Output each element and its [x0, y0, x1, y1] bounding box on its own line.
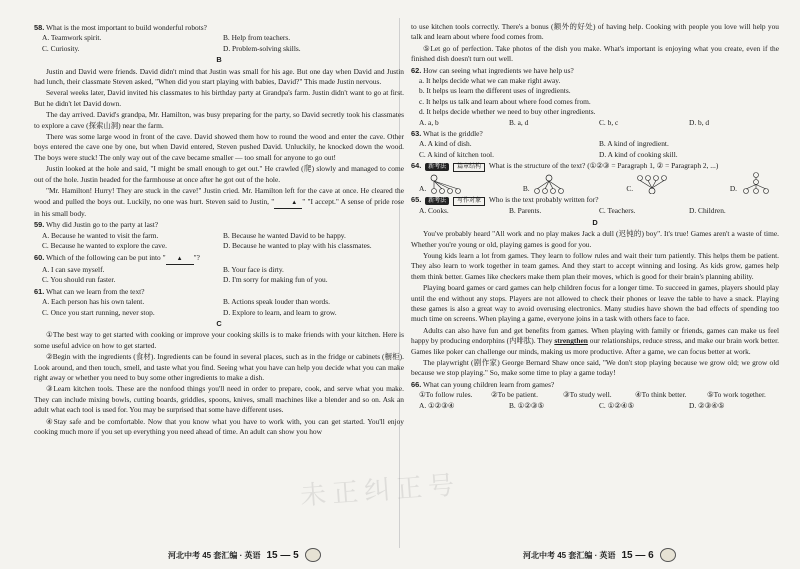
topic-tag: 篇章结构 [453, 163, 485, 172]
option-c: C. Once you start running, never stop. [42, 307, 155, 317]
structure-option-b [523, 174, 566, 194]
question-number: 65. [411, 195, 422, 205]
passage-b-paragraph: There was some large wood in front of the cave. David showed them how to round the wood and enter the cave. Other boys entered the cave one by one, but when David entered, Steven pushed David. Unluckily, he knocked down the wood. The boys were stuck! The only way out of the cave became smaller — too small for anyone to go out! [34, 132, 404, 162]
options [411, 118, 779, 128]
section-d-heading: D [592, 217, 598, 227]
question-59 [34, 220, 404, 251]
paragraph-text: our relationships, reduce stress, and make our brain work better. Games like poker can challenge our minds, making us more productive. After a game, we can focus better at work. [411, 336, 779, 356]
option-a: A. ①②③④ [419, 400, 455, 410]
passage-c-paragraph: ②Begin with the ingredients (食材). Ingredients can be found in several places, such as in the fridge or cabinets (橱柜). Look around, and then touch, smell, and taste what you find. Seeing what you have can help you decide what you can make right away or whether you need to buy some other ingredients to make a dish. [34, 352, 404, 382]
new-method-tag: 新考法 [425, 163, 449, 171]
option-d: D. ②③④⑤ [689, 400, 725, 410]
item: ④To think better. [635, 390, 687, 400]
option-a: A. Because he wanted to visit the farm. [42, 230, 159, 240]
option-b: B. Your face is dirty. [223, 264, 284, 274]
footer-title: 河北中考 45 套汇编 · 英语 [168, 550, 261, 560]
passage-c-paragraph-5: ⑤Let go of perfection. Take photos of the dish you make. What's important is enjoying what you create, even if the finished dish doesn't turn out well. [411, 43, 779, 64]
passage-b-paragraph: Justin and David were friends. David didn't mind that Justin was small for his age. But one day when David and Justin had lunch, their classmate Steven asked, "When did you start playing with babies, David?" This made Justin nervous. [34, 66, 404, 87]
option-a: A. a, b [419, 117, 439, 127]
publisher-logo-icon [305, 548, 321, 562]
structure-diagram-c [635, 174, 669, 194]
option-d: D. I'm sorry for making fun of you. [223, 275, 328, 285]
options [34, 231, 404, 252]
option-a: A. A kind of dish. [419, 139, 472, 149]
passage-d-paragraph-5: The playwright (剧作家) George Bernard Shaw once said, "We don't stop playing because we grow old; we grow old because we stop playing." So, make some time to play a game today! [411, 357, 779, 378]
question-63 [411, 129, 779, 160]
passage-b-paragraph: Several weeks later, David invited his classmates to his birthday party at Grandpa's farm. Justin didn't want to go at first. But he didn't let David down. [34, 88, 404, 108]
new-method-tag: 新考法 [425, 197, 449, 205]
option-c: C. Curiosity. [42, 43, 80, 53]
item: ②To be patient. [491, 390, 538, 400]
structure-diagram-a [428, 174, 462, 194]
structure-option-c [626, 174, 669, 194]
question-66 [411, 380, 779, 411]
statement-d: d. It helps decide whether we need to buy other ingredients. [419, 107, 596, 117]
question-text: What is the most important to build wonderful robots? [46, 23, 207, 32]
options [411, 139, 779, 160]
footer-title: 河北中考 45 套汇编 · 英语 [523, 550, 616, 560]
option-c: C. b, c [599, 117, 619, 127]
option-c: C. A kind of kitchen tool. [419, 149, 494, 159]
passage-d-paragraph: You've probably heard "All work and no play makes Jack a dull (迟钝的) boy". It's true! Games aren't a waste of time. Whether you're young or old, playing games is good for you. [411, 229, 779, 249]
question-62 [411, 66, 779, 128]
question-number: 62. [411, 65, 422, 75]
statements [411, 76, 779, 118]
question-text: How can seeing what ingredients we have help us? [423, 65, 574, 75]
page-number: 15 — 5 [266, 549, 299, 561]
option-b: B. Parents. [509, 206, 542, 216]
question-text: Why did Justin go to the party at last? [46, 220, 159, 230]
option-b: B. a, d [509, 117, 529, 127]
passage-d-paragraph-4 [411, 326, 779, 357]
option-c: C. ①②④⑤ [599, 400, 635, 410]
structure-diagram-b [532, 174, 566, 194]
question-61 [34, 287, 404, 318]
option-a: A. Teamwork spirit. [42, 33, 102, 43]
paragraph-text: Adults can also have fun and get benefits from games. When playing with family or friends, games can make us feel happy by producing endorphins (内啡肽). They [411, 325, 779, 346]
options [411, 401, 779, 411]
passage-d-paragraph: Young kids learn a lot from games. They learn to follow rules and wait their turn patiently. This helps them be patient. They also learn to work together in team games. And they start to accept winning and losing. As kids grow, games help them think better. Games like checkers make them plan their moves, which is good for their brain's planning ability. [411, 250, 779, 281]
item: ③To study well. [563, 390, 612, 400]
question-text-end: "? [193, 252, 200, 262]
option-b: B. Because he wanted David to be happy. [223, 230, 346, 240]
structure-options [411, 172, 779, 194]
option-a: A. Each person has his own talent. [42, 297, 145, 307]
question-64 [411, 161, 779, 194]
statement-a: a. It helps decide what we can make right away. [419, 76, 561, 86]
option-d: D. A kind of cooking skill. [599, 149, 678, 159]
question-number: 60. [34, 252, 45, 262]
question-text: What can we learn from the text? [46, 286, 145, 296]
statement-c: c. It helps us talk and learn about where food comes from. [419, 96, 591, 106]
question-60 [34, 253, 404, 286]
answer-blank: ▲ [274, 198, 302, 209]
option-c: C. Because he wanted to explore the cave. [42, 241, 167, 251]
item: ①To follow rules. [419, 390, 473, 400]
option-c: C. You should run faster. [42, 275, 116, 285]
option-b: B. A kind of ingredient. [599, 139, 669, 149]
footer-right [523, 547, 676, 563]
question-number: 63. [411, 129, 422, 139]
structure-diagram-d [739, 172, 773, 194]
option-a: A. Cooks. [419, 206, 449, 216]
question-text: What is the griddle? [423, 129, 483, 139]
question-number: 64. [411, 161, 422, 171]
publisher-logo-icon [660, 548, 676, 562]
section-c-heading: C [216, 318, 222, 328]
structure-option-a [419, 174, 462, 194]
option-b: B. Help from teachers. [223, 33, 291, 43]
passage-b-paragraph-text: "Mr. Hamilton! Hurry! They are stuck in the cave!" Justin cried. Mr. Hamilton left for the cave at once. He cleared the wood and pulled the boys out. Luckily, no one was hurt. Steven said to Justin, [34, 186, 404, 206]
passage-b-paragraph: The day arrived. David's grandpa, Mr. Hamilton, was busy preparing for the party, so David secretly took his classmates to explore a cave (探索山洞) near the farm. [34, 110, 404, 130]
items [411, 390, 779, 400]
option-d: D. Problem-solving skills. [223, 43, 301, 53]
emphasized-word: strengthen [554, 336, 588, 346]
statement-b: b. It helps us learn the different uses of ingredients. [419, 86, 571, 96]
option-d: D. Explore to learn, and learn to grow. [223, 307, 337, 317]
question-58 [34, 23, 404, 54]
footer-left [168, 547, 321, 563]
passage-b-tail: " "I accept." A sense of pride rose in his small body. [34, 196, 404, 218]
options [34, 265, 404, 286]
option-b: B. Actions speak louder than words. [223, 297, 330, 307]
passage-b-paragraph: "Mr. Hamilton! Hurry! They are stuck in the cave!" Justin cried. Mr. Hamilton left for the cave at once. He cleared the wood and pulled the boys out. Luckily, no one was hurt. Steven said to Justin, " ▲ " "I accept." A sense of pride rose in his small body. [34, 186, 404, 218]
question-number: 66. [411, 379, 422, 389]
passage-c-paragraph: ①The best way to get started with cooking or improve your cooking skills is to make friends with your kitchen. Here is some useful advice on how to get started. [34, 330, 404, 350]
topic-tag: 写作对象 [453, 197, 485, 206]
option-d: D. Children. [689, 206, 726, 216]
option-d: D. Because he wanted to play with his classmates. [223, 241, 372, 251]
question-text: Which of the following can be put into " [46, 252, 166, 262]
passage-c-paragraph: ④Stay safe and be comfortable. Now that you know what you have to work with, you can get started. You'll enjoy cooking much more if you set up everything you need ahead of time. An adult can show you how [34, 416, 404, 437]
passage-c-paragraph: ③Learn kitchen tools. These are the nonfood things you'll need in order to prepare, cook, and serve what you make. They can include mixing bowls, cutting boards, griddles, spoons, knives, small machines like a blender and so on. Ask an adult what each tool is used for. You may be surprised that some have different uses. [34, 384, 404, 415]
page-number: 15 — 6 [621, 549, 654, 561]
options [411, 206, 779, 216]
answer-blank: ▲ [166, 254, 194, 265]
question-text: What is the structure of the text? (①②③ = Paragraph 1, ② = Paragraph 2, ...) [488, 161, 719, 171]
question-number: 59. [34, 220, 45, 230]
passage-b-paragraph: Justin looked at the hole and said, "I might be small enough to get out." He crawled (爬) slowly and managed to come out of the hole. Justin headed for the farmhouse at once after he got out of the hole. [34, 164, 404, 184]
item: ⑤To work together. [707, 390, 766, 400]
question-text: Who is the text probably written for? [488, 195, 599, 205]
question-number: 58. [34, 23, 45, 32]
question-number: 61. [34, 286, 45, 296]
option-d: D. b, d [689, 117, 710, 127]
option-label: B. [522, 183, 530, 193]
right-column [411, 22, 779, 411]
left-column [34, 22, 404, 438]
question-text: What can young children learn from games? [423, 379, 555, 389]
option-label: D. [729, 183, 737, 193]
option-a: A. I can save myself. [42, 264, 105, 274]
option-label: C. [626, 183, 634, 193]
passage-d-paragraph: Playing board games or card games can help children focus for a longer time. To succeed in games, players should play until the end without any stops. Players are not allowed to check their phones or leave the table to have a snack. Playing these games is also a great way to avoid overusing electronics. Many studies have shown the bad effects of spending too much time on screens. When playing a game, everyone joins in a task with others face to face. [411, 283, 779, 324]
option-c: C. Teachers. [599, 206, 636, 216]
option-label: A. [419, 183, 427, 193]
watermark: 未正纠正号 [299, 470, 462, 512]
question-65 [411, 195, 779, 216]
section-b-heading: B [216, 55, 222, 65]
option-b: B. ①②③⑤ [509, 400, 545, 410]
options [34, 297, 404, 318]
passage-c-continued: to use kitchen tools correctly. There's a bonus (额外的好处) of having help. Cooking with people you love will help you talk and learn about where food comes from. [411, 22, 779, 42]
options [34, 33, 404, 54]
structure-option-d [730, 172, 773, 194]
